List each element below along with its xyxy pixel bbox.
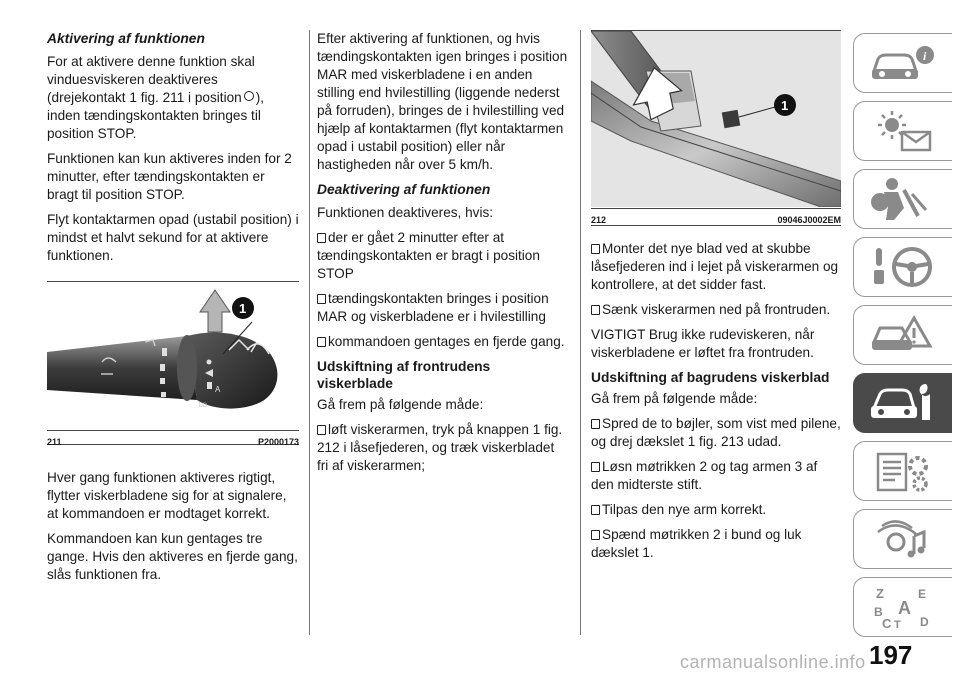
svg-text:i: i	[923, 49, 927, 63]
paragraph-activation-4: Hver gang funktionen aktiveres rigtigt, flytter viskerbladene sig for at signalere, at kommandoen er modtaget korrekt.	[47, 470, 287, 521]
wiper-stalk-illustration	[47, 282, 299, 427]
bullet-square-icon	[591, 244, 600, 254]
paragraph-activation-3: Flyt kontaktarmen opad (ustabil position) i mindst et halvt sekund for at aktivere funktionen.	[47, 212, 299, 263]
tab-warning-lights[interactable]	[853, 101, 952, 161]
column-3	[591, 30, 841, 569]
figure-212	[591, 30, 841, 226]
svg-text:C: C	[882, 616, 892, 630]
list-item: løft viskerarmen, tryk på knappen 1 fig. 212 i låsefjederen, og træk viskerbladet fri af viskerarmen;	[317, 422, 563, 473]
list-item: Sænk viskerarmen ned på frontruden.	[591, 301, 841, 319]
figure-212-caption	[591, 208, 841, 229]
svg-text:Z: Z	[876, 586, 884, 601]
column-divider	[580, 30, 581, 635]
bullet-square-icon	[591, 530, 600, 540]
steering-wheel-icon	[868, 244, 938, 290]
column-2	[317, 30, 569, 482]
bullet-square-icon	[591, 505, 600, 515]
paragraph-deactivation-intro: Funktionen deaktiveres, hvis:	[317, 205, 494, 220]
car-info-icon	[868, 41, 938, 85]
list-item: Spænd møtrikken 2 i bund og luk dækslet 1.	[591, 527, 802, 560]
warning-lights-icon	[868, 108, 938, 154]
tab-emergency[interactable]	[853, 305, 952, 365]
index-letters-icon	[868, 584, 938, 630]
figure-number: 211	[47, 437, 62, 447]
list-item: Tilpas den nye arm korrekt.	[591, 501, 841, 519]
paragraph-after-activation: Efter aktivering af funktionen, og hvis tændingskontakten igen bringes i position MAR med viskerbladene i en anden stilling end hvilestilling (liggende nederst på forruden), bringes de i hvilestilling ved hjælp af kontaktarmen (flyt kontaktarmen opad i ustabil position) eller når hastigheden når over 5 km/h.	[317, 31, 568, 172]
callout-1: 1	[239, 301, 247, 316]
bullet-square-icon	[317, 233, 326, 243]
list-item: Spred de to bøjler, som vist med pilene, og drej dækslet 1 fig. 213 udad.	[591, 416, 841, 449]
bullet-square-icon	[591, 419, 600, 429]
tab-maintenance[interactable]	[853, 373, 952, 433]
figure-code: P2000173	[257, 437, 299, 447]
tab-multimedia[interactable]	[853, 509, 952, 569]
heading-deactivation: Deaktivering af funktionen	[317, 182, 491, 197]
label-lo: LO	[199, 403, 208, 409]
car-accident-icon	[868, 312, 938, 358]
svg-text:E: E	[918, 587, 927, 601]
heading-rear-wiper-replacement: Udskiftning af bagrudens viskerblad	[591, 370, 830, 385]
multimedia-icon	[868, 516, 938, 562]
figure-code: 09046J0002EM	[777, 215, 841, 225]
watermark: carmanualsonline.info	[680, 652, 866, 672]
bullet-square-icon	[317, 425, 326, 435]
car-service-wrench-icon	[868, 380, 938, 426]
svg-text:T: T	[894, 619, 901, 630]
tab-safety[interactable]	[853, 169, 952, 229]
svg-text:B: B	[874, 605, 883, 619]
callout-1: 1	[781, 98, 789, 113]
list-item: tændingskontakten bringes i position MAR og viskerbladene er i hvilestilling	[317, 291, 549, 324]
page-number: 197	[869, 640, 913, 670]
figure-211-caption	[47, 430, 299, 451]
tab-technical-data[interactable]	[853, 441, 952, 501]
list-item: Monter det nye blad ved at skubbe låsefjederen ind i lejet på viskerarmen og kontrollere, at det sidder fast.	[591, 241, 839, 292]
svg-text:D: D	[920, 615, 929, 629]
bullet-square-icon	[317, 294, 326, 304]
paragraph-procedure: Gå frem på følgende måde:	[591, 391, 758, 406]
paragraph-activation-2: Funktionen kan kun aktiveres inden for 2 minutter, efter tændingskontakten er bragt til position STOP.	[47, 151, 292, 202]
chapter-tabs	[853, 33, 960, 645]
wiper-blade-illustration	[591, 30, 841, 207]
figure-number: 212	[591, 215, 607, 225]
safety-airbag-icon	[868, 176, 938, 222]
bullet-square-icon	[317, 337, 326, 347]
paragraph-important: VIGTIGT Brug ikke rudeviskeren, når viskerbladene er løftet fra frontruden.	[591, 327, 815, 360]
paragraph-activation-1: For at aktivere denne funktion skal vinduesviskeren deaktiveres (drejekontakt 1 fig. 211 i position ), inden tændingskontakten bringes til position STOP.	[47, 54, 265, 141]
figure-211	[47, 281, 299, 445]
heading-activation: Aktivering af funktionen	[47, 31, 205, 46]
tab-index[interactable]	[853, 577, 952, 637]
label-a: A	[215, 385, 221, 394]
paragraph-procedure: Gå frem på følgende måde:	[317, 397, 484, 412]
list-item: Løsn møtrikken 2 og tag armen 3 af den midterste stift.	[591, 459, 818, 492]
column-1	[47, 30, 299, 591]
svg-text:A: A	[898, 598, 911, 618]
paragraph-activation-5: Kommandoen kan kun gentages tre gange. Hvis den aktiveres en fjerde gang, slås funktionen fra.	[47, 531, 298, 582]
column-divider	[309, 30, 310, 635]
list-item: der er gået 2 minutter efter at tændingskontakten er bragt i position STOP	[317, 230, 540, 281]
bullet-square-icon	[591, 462, 600, 472]
tab-car-info[interactable]	[853, 33, 952, 93]
heading-front-wiper-replacement: Udskiftning af frontrudens viskerblade	[317, 359, 491, 391]
bullet-square-icon	[591, 305, 600, 315]
technical-data-icon	[868, 448, 938, 494]
list-item: kommandoen gentages en fjerde gang.	[317, 333, 569, 351]
ignition-off-icon	[244, 91, 254, 101]
tab-starting-driving[interactable]	[853, 237, 952, 297]
